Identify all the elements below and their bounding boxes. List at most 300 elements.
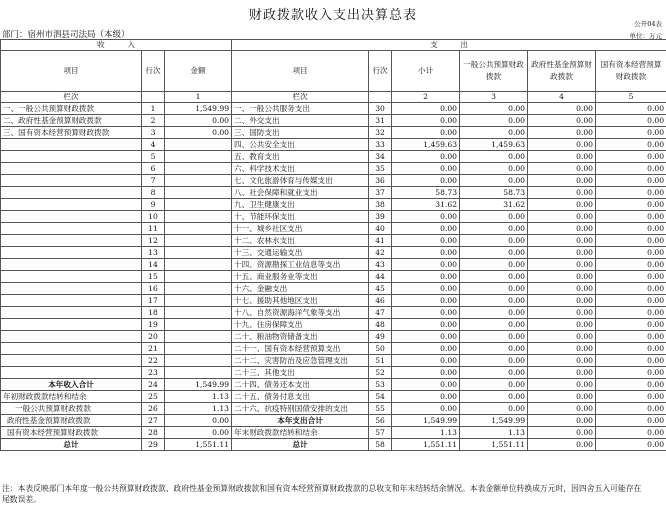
income-row-no-cell: 21: [142, 343, 165, 355]
state-capital-cell: 0.00: [596, 427, 666, 439]
expense-row-no-cell: 45: [369, 283, 392, 295]
table-row: [1, 163, 666, 175]
subtotal-cell: 31.62: [392, 199, 460, 211]
state-capital-cell: 0.00: [596, 319, 666, 331]
general-budget-cell: 0.00: [460, 211, 528, 223]
income-item-cell: 三、国有资本经营预算财政拨款: [1, 127, 142, 139]
income-row-no-cell: 26: [142, 403, 165, 415]
table-row: [1, 319, 666, 331]
unit-label: 单位：万元: [629, 32, 662, 40]
gov-fund-cell: 0.00: [528, 199, 596, 211]
income-item-cell: 总计: [1, 439, 142, 451]
expense-item-cell: 十二、农林水支出: [232, 235, 369, 247]
income-item-cell: 政府性基金预算财政拨款: [1, 415, 142, 427]
subtotal-cell: 0.00: [392, 295, 460, 307]
income-amount-cell: [165, 163, 232, 175]
table-row: [1, 151, 666, 163]
expense-row-no-cell: 48: [369, 319, 392, 331]
income-item-cell: 一、一般公共预算财政拨款: [1, 103, 142, 115]
income-amount-cell: [165, 295, 232, 307]
col-label: 栏次: [1, 92, 142, 103]
state-capital-cell: 0.00: [596, 199, 666, 211]
state-capital-cell: 0.00: [596, 355, 666, 367]
state-capital-cell: 0.00: [596, 163, 666, 175]
income-row-no-cell: 3: [142, 127, 165, 139]
expense-item-cell: 十五、商业服务业等支出: [232, 271, 369, 283]
gov-fund-cell: 0.00: [528, 235, 596, 247]
subtotal-cell: 0.00: [392, 247, 460, 259]
income-item-cell: [1, 367, 142, 379]
income-row-no-cell: 2: [142, 115, 165, 127]
state-capital-header: 国有资本经营预算财政拨款: [596, 51, 666, 92]
subtotal-cell: 0.00: [392, 235, 460, 247]
subtotal-cell: 1,459.63: [392, 139, 460, 151]
table-row: [1, 307, 666, 319]
subtotal-cell: 0.00: [392, 343, 460, 355]
income-item-cell: [1, 307, 142, 319]
expense-row-no-cell: 54: [369, 391, 392, 403]
table-row: [1, 259, 666, 271]
income-row-no-cell: 8: [142, 187, 165, 199]
gov-fund-cell: 0.00: [528, 403, 596, 415]
expense-row-no-cell: 32: [369, 127, 392, 139]
subtotal-cell: 1.13: [392, 427, 460, 439]
income-row-no-cell: 9: [142, 199, 165, 211]
state-capital-cell: 0.00: [596, 367, 666, 379]
income-amount-cell: [165, 319, 232, 331]
expense-item-cell: 六、科学技术支出: [232, 163, 369, 175]
income-item-cell: [1, 271, 142, 283]
gov-fund-cell: 0.00: [528, 139, 596, 151]
gov-fund-cell: 0.00: [528, 283, 596, 295]
expense-item-cell: 一、一般公共服务支出: [232, 103, 369, 115]
footnote: 注：本表反映部门本年度一般公共预算财政拨款、政府性基金预算财政拨款和国有资本经营预算财政拨款的总收支和年末结转结余情况。本表金额单位转换成万元时，因四舍五入可能存在尾数误差。: [2, 484, 642, 504]
col-blank-2: [369, 92, 392, 103]
general-budget-cell: 0.00: [460, 163, 528, 175]
state-capital-cell: 0.00: [596, 331, 666, 343]
expense-row-no-cell: 36: [369, 175, 392, 187]
state-capital-cell: 0.00: [596, 259, 666, 271]
income-item-cell: [1, 319, 142, 331]
general-budget-header: 一般公共预算财政拨款: [460, 51, 528, 92]
expense-row-no-cell: 52: [369, 367, 392, 379]
expense-item-cell: 十六、金融支出: [232, 283, 369, 295]
income-row-no-cell: 11: [142, 223, 165, 235]
table-row: [1, 115, 666, 127]
general-budget-cell: 58.73: [460, 187, 528, 199]
gov-fund-cell: 0.00: [528, 295, 596, 307]
expense-row-no-cell: 49: [369, 331, 392, 343]
fiscal-summary-table: [0, 39, 666, 451]
table-row: [1, 415, 666, 427]
table-row: [1, 331, 666, 343]
general-budget-cell: 0.00: [460, 355, 528, 367]
income-item-cell: [1, 355, 142, 367]
general-budget-cell: 0.00: [460, 379, 528, 391]
gov-fund-cell: 0.00: [528, 103, 596, 115]
income-item-cell: [1, 139, 142, 151]
state-capital-cell: 0.00: [596, 175, 666, 187]
subtotal-cell: 0.00: [392, 223, 460, 235]
col-label-2: 栏次: [232, 92, 369, 103]
income-item-cell: 二、政府性基金预算财政拨款: [1, 115, 142, 127]
general-budget-cell: 0.00: [460, 367, 528, 379]
general-budget-cell: 0.00: [460, 151, 528, 163]
general-budget-cell: 0.00: [460, 331, 528, 343]
state-capital-cell: 0.00: [596, 115, 666, 127]
state-capital-cell: 0.00: [596, 283, 666, 295]
state-capital-cell: 0.00: [596, 271, 666, 283]
income-amount-cell: [165, 175, 232, 187]
subtotal-cell: 0.00: [392, 259, 460, 271]
subtotal-cell: 0.00: [392, 307, 460, 319]
expense-item-cell: 二十一、国有资本经营预算支出: [232, 343, 369, 355]
expense-row-no-cell: 43: [369, 259, 392, 271]
income-item-cell: [1, 223, 142, 235]
income-amount-cell: 1.13: [165, 403, 232, 415]
subtotal-cell: 0.00: [392, 103, 460, 115]
expense-item-cell: 九、卫生健康支出: [232, 199, 369, 211]
income-section-header: 收 入: [1, 40, 232, 51]
income-amount-cell: 1.13: [165, 391, 232, 403]
state-capital-cell: 0.00: [596, 391, 666, 403]
income-amount-cell: [165, 259, 232, 271]
expense-row-no-cell: 31: [369, 115, 392, 127]
subtotal-cell: 0.00: [392, 115, 460, 127]
table-row: [1, 367, 666, 379]
expense-row-no-cell: 35: [369, 163, 392, 175]
expense-item-cell: 七、文化旅游体育与传媒支出: [232, 175, 369, 187]
subtotal-cell: 0.00: [392, 367, 460, 379]
expense-row-no-cell: 37: [369, 187, 392, 199]
col-number-1: 1: [165, 92, 232, 103]
state-capital-cell: 0.00: [596, 211, 666, 223]
general-budget-cell: 0.00: [460, 103, 528, 115]
income-row-no-cell: 25: [142, 391, 165, 403]
expense-row-no-cell: 53: [369, 379, 392, 391]
general-budget-cell: 0.00: [460, 127, 528, 139]
subtotal-cell: 0.00: [392, 151, 460, 163]
table-row: [1, 127, 666, 139]
income-amount-header: 金额: [165, 51, 232, 92]
expense-row-no-cell: 39: [369, 211, 392, 223]
subtotal-cell: 1,551.11: [392, 439, 460, 451]
table-row: [1, 247, 666, 259]
general-budget-cell: 0.00: [460, 175, 528, 187]
table-row: [1, 295, 666, 307]
income-row-no-cell: 23: [142, 367, 165, 379]
income-amount-cell: [165, 343, 232, 355]
table-row: [1, 175, 666, 187]
income-item-cell: [1, 283, 142, 295]
state-capital-cell: 0.00: [596, 307, 666, 319]
state-capital-cell: 0.00: [596, 247, 666, 259]
column-number-row: [1, 92, 666, 103]
expense-row-no-cell: 58: [369, 439, 392, 451]
expense-item-header: 项目: [232, 51, 369, 92]
general-budget-cell: 0.00: [460, 247, 528, 259]
income-amount-cell: [165, 247, 232, 259]
income-row-no-cell: 18: [142, 307, 165, 319]
expense-item-cell: 十九、住房保障支出: [232, 319, 369, 331]
table-row: [1, 271, 666, 283]
subtotal-cell: 0.00: [392, 127, 460, 139]
gov-fund-header: 政府性基金预算财政拨款: [528, 51, 596, 92]
expense-item-cell: 二、外交支出: [232, 115, 369, 127]
gov-fund-cell: 0.00: [528, 343, 596, 355]
subtotal-cell: 0.00: [392, 403, 460, 415]
table-row: [1, 103, 666, 115]
income-amount-cell: 1,551.11: [165, 439, 232, 451]
income-amount-cell: [165, 211, 232, 223]
state-capital-cell: 0.00: [596, 343, 666, 355]
section-header-row: [1, 40, 666, 51]
subtotal-cell: 1,549.99: [392, 415, 460, 427]
income-amount-cell: [165, 223, 232, 235]
subtotal-header: 小计: [392, 51, 460, 92]
subtotal-cell: 0.00: [392, 175, 460, 187]
expense-item-cell: 十三、交通运输支出: [232, 247, 369, 259]
income-row-no-cell: 29: [142, 439, 165, 451]
table-row: [1, 211, 666, 223]
expense-item-cell: 八、社会保障和就业支出: [232, 187, 369, 199]
expense-item-cell: 三、国防支出: [232, 127, 369, 139]
col-number-3: 3: [460, 92, 528, 103]
state-capital-cell: 0.00: [596, 379, 666, 391]
income-row-no-cell: 10: [142, 211, 165, 223]
col-number-2: 2: [392, 92, 460, 103]
income-item-header: 项目: [1, 51, 142, 92]
income-item-cell: [1, 151, 142, 163]
income-amount-cell: 0.00: [165, 415, 232, 427]
gov-fund-cell: 0.00: [528, 367, 596, 379]
income-item-cell: [1, 295, 142, 307]
table-row: [1, 343, 666, 355]
general-budget-cell: 0.00: [460, 343, 528, 355]
gov-fund-cell: 0.00: [528, 319, 596, 331]
expense-item-cell: 二十四、债务还本支出: [232, 379, 369, 391]
income-row-no-cell: 24: [142, 379, 165, 391]
expense-row-no-cell: 47: [369, 307, 392, 319]
expense-row-no-cell: 42: [369, 247, 392, 259]
expense-item-cell: 总计: [232, 439, 369, 451]
income-item-cell: [1, 259, 142, 271]
subtotal-cell: 0.00: [392, 331, 460, 343]
expense-item-cell: 本年支出合计: [232, 415, 369, 427]
expense-item-cell: 年末财政拨款结转和结余: [232, 427, 369, 439]
general-budget-cell: 1.13: [460, 427, 528, 439]
income-item-cell: 本年收入合计: [1, 379, 142, 391]
income-row-no-cell: 27: [142, 415, 165, 427]
expense-item-cell: 五、教育支出: [232, 151, 369, 163]
income-amount-cell: 0.00: [165, 427, 232, 439]
gov-fund-cell: 0.00: [528, 415, 596, 427]
income-amount-cell: [165, 235, 232, 247]
income-amount-cell: [165, 355, 232, 367]
income-row-no-cell: 13: [142, 247, 165, 259]
expense-item-cell: 十四、资源勘探工业信息等支出: [232, 259, 369, 271]
form-number: 公开04表: [634, 20, 662, 28]
state-capital-cell: 0.00: [596, 103, 666, 115]
state-capital-cell: 0.00: [596, 295, 666, 307]
state-capital-cell: 0.00: [596, 403, 666, 415]
expense-item-cell: 十一、城乡社区支出: [232, 223, 369, 235]
gov-fund-cell: 0.00: [528, 247, 596, 259]
col-number-4: 4: [528, 92, 596, 103]
income-item-cell: [1, 235, 142, 247]
table-row: [1, 223, 666, 235]
expense-row-no-cell: 55: [369, 403, 392, 415]
income-item-cell: [1, 247, 142, 259]
expense-row-no-cell: 46: [369, 295, 392, 307]
income-amount-cell: 0.00: [165, 115, 232, 127]
table-row: [1, 439, 666, 451]
income-item-cell: 一般公共预算财政拨款: [1, 403, 142, 415]
expense-item-cell: 二十二、灾害防治及应急管理支出: [232, 355, 369, 367]
column-header-row: [1, 51, 666, 92]
income-amount-cell: [165, 367, 232, 379]
table-row: [1, 139, 666, 151]
expense-row-no-cell: 34: [369, 151, 392, 163]
state-capital-cell: 0.00: [596, 151, 666, 163]
subtotal-cell: 58.73: [392, 187, 460, 199]
state-capital-cell: 0.00: [596, 223, 666, 235]
income-item-cell: [1, 199, 142, 211]
income-amount-cell: [165, 331, 232, 343]
general-budget-cell: 0.00: [460, 259, 528, 271]
gov-fund-cell: 0.00: [528, 439, 596, 451]
gov-fund-cell: 0.00: [528, 163, 596, 175]
expense-row-no-cell: 38: [369, 199, 392, 211]
expense-item-cell: 二十五、债务付息支出: [232, 391, 369, 403]
subtotal-cell: 0.00: [392, 355, 460, 367]
general-budget-cell: 0.00: [460, 319, 528, 331]
expense-item-cell: 十八、自然资源海洋气象等支出: [232, 307, 369, 319]
expense-row-no-cell: 40: [369, 223, 392, 235]
income-amount-cell: 0.00: [165, 127, 232, 139]
income-row-no-cell: 6: [142, 163, 165, 175]
expense-item-cell: 十七、援助其他地区支出: [232, 295, 369, 307]
income-amount-cell: [165, 271, 232, 283]
expense-row-no-cell: 51: [369, 355, 392, 367]
general-budget-cell: 0.00: [460, 307, 528, 319]
gov-fund-cell: 0.00: [528, 391, 596, 403]
income-amount-cell: [165, 151, 232, 163]
expense-row-no-cell: 44: [369, 271, 392, 283]
expense-row-no-cell: 56: [369, 415, 392, 427]
general-budget-cell: 0.00: [460, 223, 528, 235]
general-budget-cell: 0.00: [460, 403, 528, 415]
table-row: [1, 355, 666, 367]
state-capital-cell: 0.00: [596, 127, 666, 139]
general-budget-cell: 1,551.11: [460, 439, 528, 451]
income-row-no-cell: 22: [142, 355, 165, 367]
general-budget-cell: 0.00: [460, 295, 528, 307]
state-capital-cell: 0.00: [596, 439, 666, 451]
expense-item-cell: 十、节能环保支出: [232, 211, 369, 223]
gov-fund-cell: 0.00: [528, 259, 596, 271]
subtotal-cell: 0.00: [392, 163, 460, 175]
income-row-no-cell: 14: [142, 259, 165, 271]
gov-fund-cell: 0.00: [528, 223, 596, 235]
subtotal-cell: 0.00: [392, 211, 460, 223]
general-budget-cell: 0.00: [460, 235, 528, 247]
income-item-cell: [1, 187, 142, 199]
table-row: [1, 187, 666, 199]
income-item-cell: [1, 331, 142, 343]
income-amount-cell: 1,549.99: [165, 379, 232, 391]
table-row: [1, 391, 666, 403]
table-row: [1, 403, 666, 415]
subtotal-cell: 0.00: [392, 391, 460, 403]
gov-fund-cell: 0.00: [528, 127, 596, 139]
state-capital-cell: 0.00: [596, 139, 666, 151]
income-item-cell: [1, 163, 142, 175]
general-budget-cell: 1,459.63: [460, 139, 528, 151]
income-amount-cell: [165, 283, 232, 295]
department-label: 部门：宿州市泗县司法局（本级）: [2, 30, 130, 40]
table-row: [1, 283, 666, 295]
gov-fund-cell: 0.00: [528, 331, 596, 343]
expense-row-no-cell: 30: [369, 103, 392, 115]
expense-item-cell: 二十三、其他支出: [232, 367, 369, 379]
expense-item-cell: 四、公共安全支出: [232, 139, 369, 151]
subtotal-cell: 0.00: [392, 319, 460, 331]
general-budget-cell: 0.00: [460, 391, 528, 403]
gov-fund-cell: 0.00: [528, 379, 596, 391]
income-row-no-cell: 4: [142, 139, 165, 151]
expense-row-no-cell: 33: [369, 139, 392, 151]
gov-fund-cell: 0.00: [528, 115, 596, 127]
gov-fund-cell: 0.00: [528, 427, 596, 439]
subtotal-cell: 0.00: [392, 283, 460, 295]
subtotal-cell: 0.00: [392, 271, 460, 283]
expense-row-no-header: 行次: [369, 51, 392, 92]
gov-fund-cell: 0.00: [528, 187, 596, 199]
table-row: [1, 427, 666, 439]
state-capital-cell: 0.00: [596, 415, 666, 427]
expense-row-no-cell: 57: [369, 427, 392, 439]
state-capital-cell: 0.00: [596, 187, 666, 199]
table-row: [1, 235, 666, 247]
income-item-cell: [1, 343, 142, 355]
income-row-no-cell: 5: [142, 151, 165, 163]
expense-item-cell: 二十、粮油物资储备支出: [232, 331, 369, 343]
income-amount-cell: [165, 139, 232, 151]
gov-fund-cell: 0.00: [528, 175, 596, 187]
income-row-no-cell: 1: [142, 103, 165, 115]
income-row-no-cell: 17: [142, 295, 165, 307]
expense-row-no-cell: 50: [369, 343, 392, 355]
expense-section-header: 支 出: [232, 40, 666, 51]
gov-fund-cell: 0.00: [528, 271, 596, 283]
gov-fund-cell: 0.00: [528, 307, 596, 319]
income-amount-cell: [165, 199, 232, 211]
income-row-no-cell: 12: [142, 235, 165, 247]
subtotal-cell: 0.00: [392, 379, 460, 391]
state-capital-cell: 0.00: [596, 235, 666, 247]
report-title: 财政拨款收入支出决算总表: [248, 8, 417, 23]
income-row-no-cell: 19: [142, 319, 165, 331]
income-amount-cell: 1,549.99: [165, 103, 232, 115]
col-blank: [142, 92, 165, 103]
table-row: [1, 379, 666, 391]
general-budget-cell: 0.00: [460, 115, 528, 127]
gov-fund-cell: 0.00: [528, 355, 596, 367]
income-row-no-cell: 16: [142, 283, 165, 295]
income-amount-cell: [165, 187, 232, 199]
income-item-cell: [1, 211, 142, 223]
